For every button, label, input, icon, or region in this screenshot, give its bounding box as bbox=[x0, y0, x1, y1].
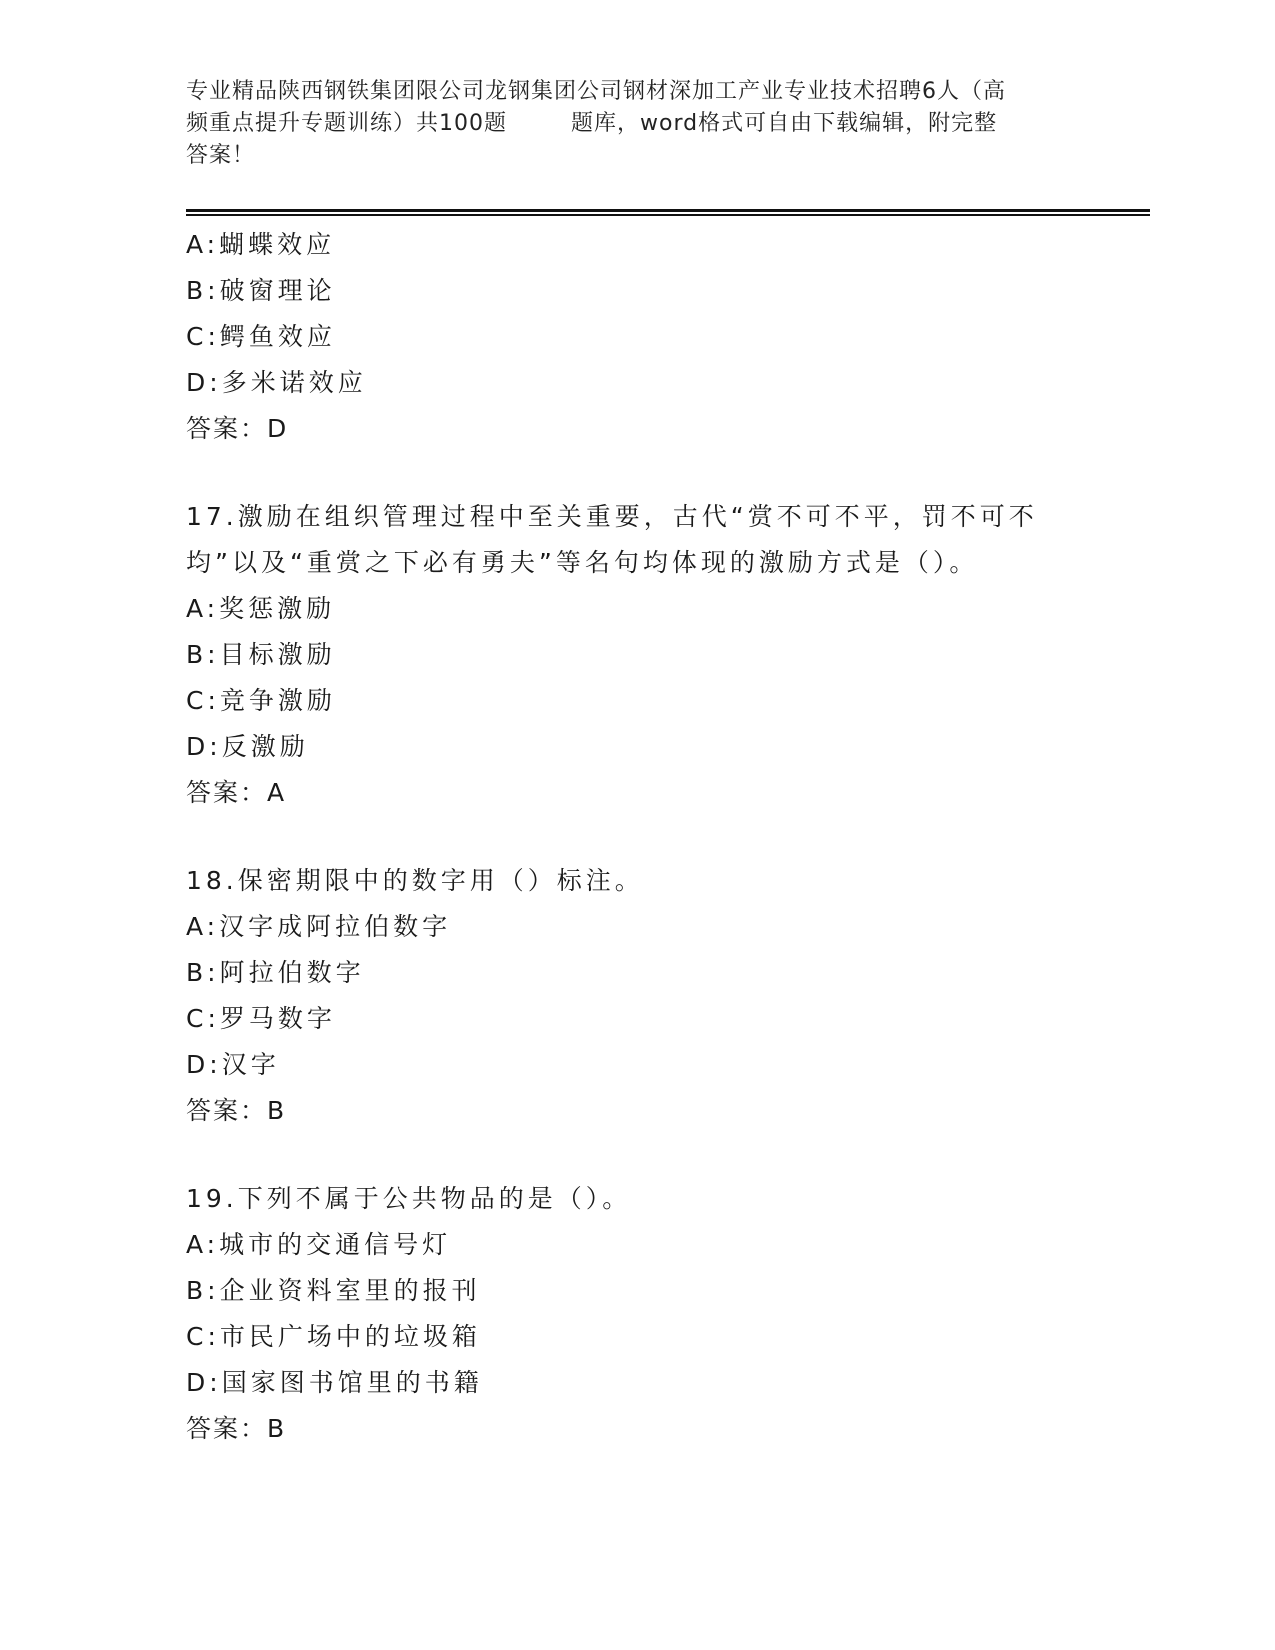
option-b: B:破窗理论 bbox=[186, 276, 336, 305]
header-line-2-part-a: 频重点提升专题训练）共100题 bbox=[186, 111, 507, 136]
question-stem: 18.保密期限中的数字用（）标注。 bbox=[186, 866, 644, 895]
option-a: A:奖惩激励 bbox=[186, 594, 336, 623]
header-line-2-part-b: 题库，word格式可自由下载编辑，附完整 bbox=[571, 111, 998, 136]
option-b: B:阿拉伯数字 bbox=[186, 958, 365, 987]
option-c: C:鳄鱼效应 bbox=[186, 322, 336, 351]
option-b: B:企业资料室里的报刊 bbox=[186, 1276, 481, 1305]
option-d: D:国家图书馆里的书籍 bbox=[186, 1368, 483, 1397]
document-header bbox=[186, 76, 1086, 172]
question-block-17 bbox=[186, 494, 1086, 816]
option-d: D:汉字 bbox=[186, 1050, 280, 1079]
option-c: C:竞争激励 bbox=[186, 686, 336, 715]
header-divider-thick bbox=[186, 209, 1150, 212]
option-d: D:反激励 bbox=[186, 732, 309, 761]
header-line-2 bbox=[186, 108, 1086, 140]
question-block-19 bbox=[186, 1176, 1086, 1452]
option-d: D:多米诺效应 bbox=[186, 368, 367, 397]
option-a: A:汉字成阿拉伯数字 bbox=[186, 912, 452, 941]
option-a: A:城市的交通信号灯 bbox=[186, 1230, 452, 1259]
option-c: C:罗马数字 bbox=[186, 1004, 336, 1033]
header-line-3: 答案！ bbox=[186, 143, 256, 168]
question-block-18 bbox=[186, 858, 1086, 1134]
question-stem: 19.下列不属于公共物品的是（）。 bbox=[186, 1184, 632, 1213]
question-block-16 bbox=[186, 222, 1086, 452]
option-b: B:目标激励 bbox=[186, 640, 336, 669]
question-list bbox=[186, 222, 1086, 1452]
answer: 答案：D bbox=[186, 414, 289, 443]
answer: 答案：B bbox=[186, 1414, 287, 1443]
answer: 答案：A bbox=[186, 778, 287, 807]
header-line-1: 专业精品陕西钢铁集团限公司龙钢集团公司钢材深加工产业专业技术招聘6人（高 bbox=[186, 79, 1006, 104]
answer: 答案：B bbox=[186, 1096, 287, 1125]
header-divider-thin bbox=[186, 214, 1150, 216]
option-c: C:市民广场中的垃圾箱 bbox=[186, 1322, 481, 1351]
option-a: A:蝴蝶效应 bbox=[186, 230, 336, 259]
question-stem: 17.激励在组织管理过程中至关重要，古代“赏不可不平，罚不可不均”以及“重赏之下必有勇夫”等名句均体现的激励方式是（）。 bbox=[186, 502, 1038, 577]
